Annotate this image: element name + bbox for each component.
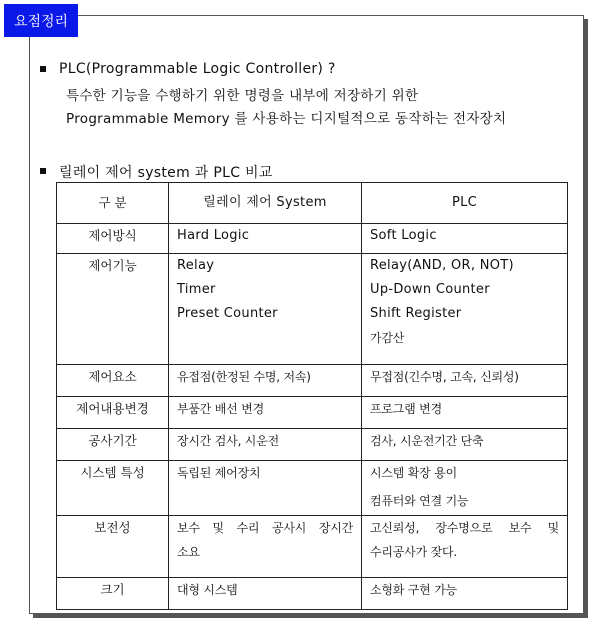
table-row <box>57 461 568 516</box>
plc-cell-line: 검사, 시운전기간 단축 <box>370 434 484 449</box>
plc-cell-line: 프로그램 변경 <box>370 402 442 416</box>
table-row <box>57 516 568 577</box>
relay-cell <box>169 253 362 364</box>
table-row <box>57 397 568 429</box>
comparison-table <box>56 182 568 610</box>
plc-cell-line: 수리공사가 잦다. <box>370 545 457 560</box>
relay-cell <box>169 397 362 429</box>
plc-definition-line: 특수한 기능을 수행하기 위한 명령을 내부에 저장하기 위한 <box>66 88 419 104</box>
plc-cell <box>362 364 568 396</box>
plc-cell <box>362 397 568 429</box>
row-label: 보전성 <box>57 516 169 577</box>
relay-cell <box>169 223 362 253</box>
relay-cell-line: 소요 <box>177 545 200 560</box>
plc-cell <box>362 223 568 253</box>
plc-cell-line: Shift Register <box>370 305 462 321</box>
relay-cell-line: 장시간 검사, 시운전 <box>177 434 279 449</box>
relay-cell <box>169 461 362 516</box>
header-relay-system: 릴레이 제어 System <box>169 183 362 224</box>
relay-cell <box>169 577 362 609</box>
plc-cell-line: Relay(AND, OR, NOT) <box>370 257 514 273</box>
header-plc: PLC <box>362 183 568 224</box>
row-label: 시스템 특성 <box>57 461 169 516</box>
row-label: 공사기간 <box>57 429 169 461</box>
relay-cell-line: Relay <box>177 257 215 273</box>
plc-cell-line: 소형화 구현 가능 <box>370 582 457 597</box>
plc-cell <box>362 461 568 516</box>
section-title-plc: PLC(Programmable Logic Controller) ? <box>59 61 336 77</box>
plc-cell-line: 고신뢰성, 장수명으로 보수 및 <box>370 521 559 536</box>
section-bullet-plc-definition <box>40 66 46 72</box>
plc-cell <box>362 253 568 364</box>
relay-cell <box>169 516 362 577</box>
relay-cell-line: 독립된 제어장치 <box>177 466 261 481</box>
summary-tag: 요점정리 <box>4 4 78 37</box>
row-label: 제어기능 <box>57 253 169 364</box>
header-category: 구 분 <box>57 183 169 224</box>
plc-cell-line: Up-Down Counter <box>370 281 490 297</box>
plc-cell-line: 컴퓨터와 연결 기능 <box>370 494 469 509</box>
row-label: 제어요소 <box>57 364 169 396</box>
row-label: 크기 <box>57 577 169 609</box>
plc-cell-line: 무접점(긴수명, 고속, 신뢰성) <box>370 369 519 384</box>
relay-cell-line: 대형 시스템 <box>177 582 238 597</box>
relay-cell-line: 부품간 배선 변경 <box>177 402 264 416</box>
table-header-row <box>57 183 568 224</box>
plc-definition-line: Programmable Memory 를 사용하는 디지털적으로 동작하는 전자장치 <box>66 111 507 127</box>
relay-cell-line: 보수 및 수리 공사시 장시간 <box>177 521 353 536</box>
plc-cell-line: 가감산 <box>370 330 405 345</box>
plc-cell <box>362 516 568 577</box>
section-title-comparison: 릴레이 제어 system 과 PLC 비교 <box>59 165 273 181</box>
relay-cell-line: Preset Counter <box>177 305 278 321</box>
row-label: 제어방식 <box>57 223 169 253</box>
table-row <box>57 223 568 253</box>
relay-cell <box>169 429 362 461</box>
plc-cell <box>362 429 568 461</box>
table-row <box>57 364 568 396</box>
relay-cell-line: 유접점(한정된 수명, 저속) <box>177 369 311 384</box>
relay-cell-line: Timer <box>177 281 216 297</box>
row-label: 제어내용변경 <box>57 397 169 429</box>
relay-cell-line: Hard Logic <box>177 227 250 243</box>
relay-cell <box>169 364 362 396</box>
table-row <box>57 253 568 364</box>
section-bullet-comparison <box>40 168 46 174</box>
plc-cell <box>362 577 568 609</box>
table-row <box>57 577 568 609</box>
plc-cell-line: 시스템 확장 용이 <box>370 466 457 481</box>
plc-cell-line: Soft Logic <box>370 227 437 243</box>
table-row <box>57 429 568 461</box>
